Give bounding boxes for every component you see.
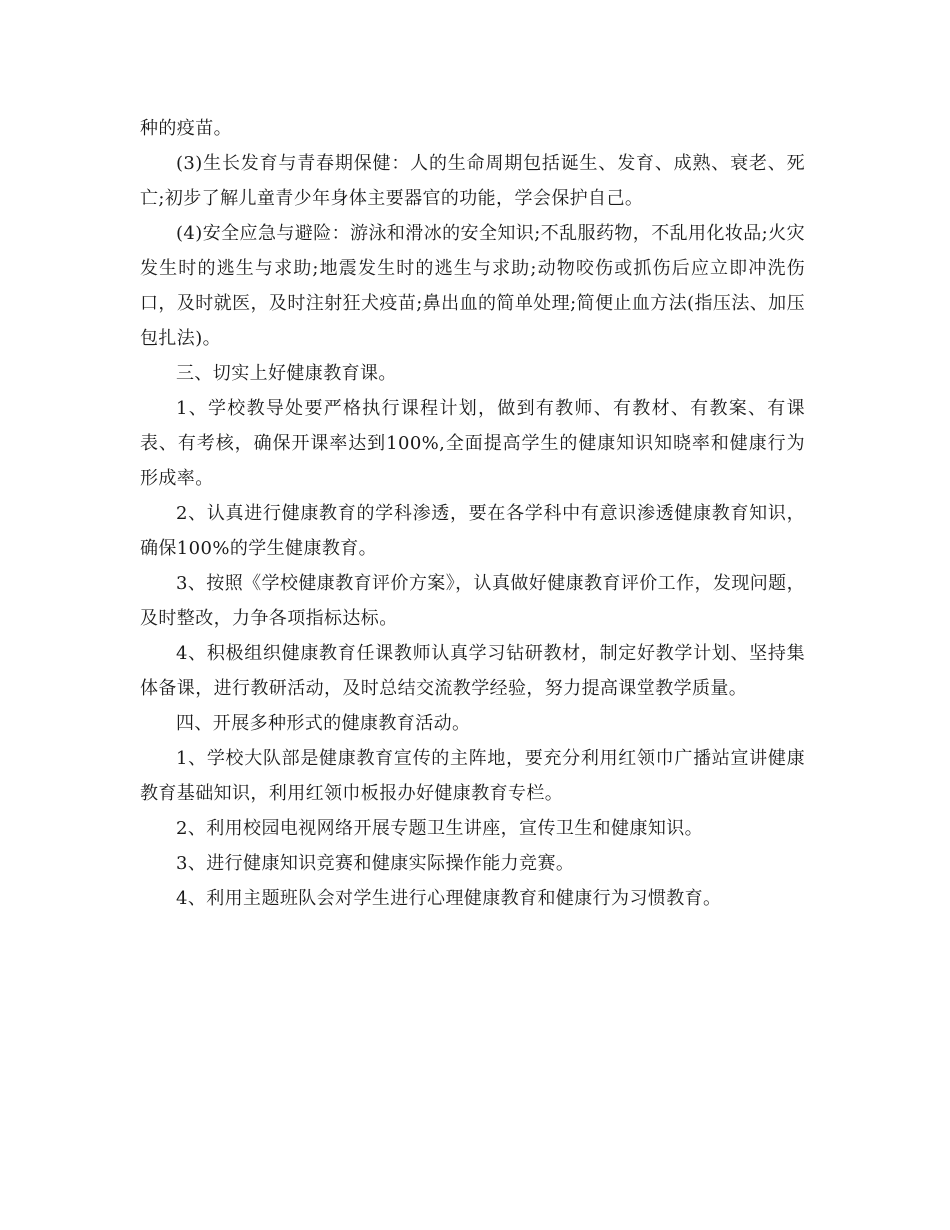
section-heading-three: 三、切实上好健康教育课。 <box>176 363 397 384</box>
paragraph-vaccine-end: 种的疫苗。 <box>140 118 232 139</box>
paragraph-campus-tv: 2、利用校园电视网络开展专题卫生讲座，宣传卫生和健康知识。 <box>176 818 704 839</box>
paragraph-safety-emergency: (4)安全应急与避险：游泳和滑冰的安全知识;不乱服药物，不乱用化妆品;火灾发生时的逃生与求助;地震发生时的逃生与求助;动物咬伤或抓伤后应立即冲洗伤口，及时就医，及时注射狂犬疫苗;鼻出血的简单处理;简便止血方法(指压法、加压包扎法)。 <box>140 223 805 349</box>
section-heading-four: 四、开展多种形式的健康教育活动。 <box>176 713 471 734</box>
paragraph-growth-puberty: (3)生长发育与青春期保健：人的生命周期包括诞生、发育、成熟、衰老、死亡;初步了解儿童青少年身体主要器官的功能，学会保护自己。 <box>140 153 805 209</box>
paragraph-course-plan: 1、学校教导处要严格执行课程计划，做到有教师、有教材、有教案、有课表、有考核，确保开课率达到100%,全面提高学生的健康知识知晓率和健康行为形成率。 <box>140 398 805 489</box>
paragraph-teacher-study: 4、积极组织健康教育任课教师认真学习钻研教材，制定好教学计划、坚持集体备课，进行教研活动，及时总结交流教学经验，努力提高课堂教学质量。 <box>140 643 805 699</box>
document-body <box>140 111 805 916</box>
paragraph-subject-integration: 2、认真进行健康教育的学科渗透，要在各学科中有意识渗透健康教育知识，确保100%的学生健康教育。 <box>140 503 805 559</box>
paragraph-competition: 3、进行健康知识竞赛和健康实际操作能力竞赛。 <box>176 853 575 874</box>
paragraph-class-meeting: 4、利用主题班队会对学生进行心理健康教育和健康行为习惯教育。 <box>176 888 722 909</box>
paragraph-brigade-propaganda: 1、学校大队部是健康教育宣传的主阵地，要充分利用红领巾广播站宣讲健康教育基础知识，利用红领巾板报办好健康教育专栏。 <box>140 748 805 804</box>
paragraph-evaluation: 3、按照《学校健康教育评价方案》，认真做好健康教育评价工作，发现问题，及时整改，力争各项指标达标。 <box>140 573 805 629</box>
